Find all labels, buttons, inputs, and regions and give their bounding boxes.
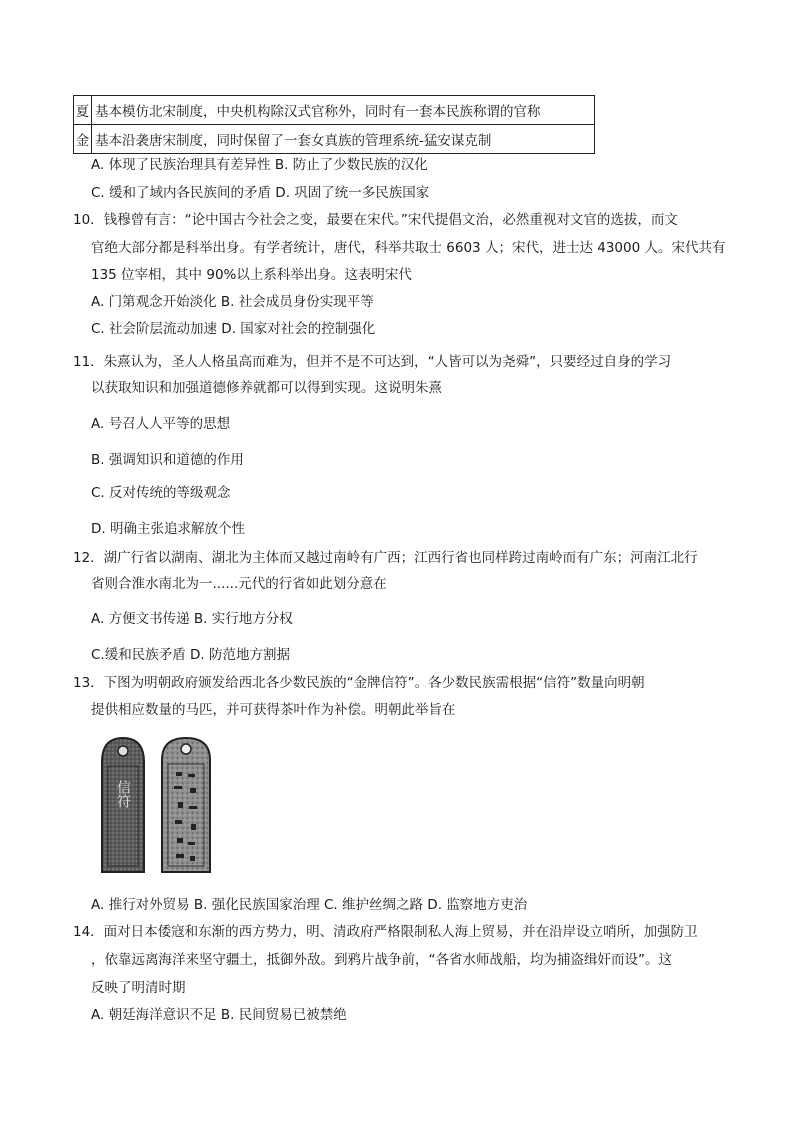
- q11-option-d: D. 明确主张追求解放个性: [91, 521, 245, 537]
- table-row: [74, 96, 595, 125]
- q12-options-ab: A. 方便文书传递 B. 实行地方分权: [91, 611, 293, 627]
- q11-stem-line: 以获取知识和加强道德修养就都可以得到实现。这说明朱熹: [91, 380, 442, 396]
- table-cell-dynasty: 夏: [74, 96, 92, 125]
- q12-options-cd: C.缓和民族矛盾 D. 防范地方割据: [91, 647, 290, 663]
- q14-stem-line: ，依靠远离海洋来坚守疆土，抵御外敌。到鸦片战争前，“各省水师战船，均为捕盗缉奸而设”。这: [91, 952, 672, 968]
- q12-stem-line: 省则合淮水南北为一......元代的行省如此划分意在: [91, 576, 387, 592]
- q11-stem-line: 11．朱熹认为，圣人人格虽高而难为，但并不是不可达到，“人皆可以为尧舜”，只要经过自身的学习: [73, 354, 672, 370]
- q13-stem-line: 提供相应数量的马匹，并可获得茶叶作为补偿。明朝此举旨在: [91, 702, 456, 718]
- plaque-inscription: 信符: [115, 780, 131, 808]
- q14-stem-line: 14．面对日本倭寇和东渐的西方势力，明、清政府严格限制私人海上贸易，并在沿岸设立哨所，加强防卫: [73, 924, 698, 940]
- q10-stem-line: 10．钱穆曾有言：“论中国古今社会之变，最要在宋代。”宋代提倡文治，必然重视对文官的选拔，而文: [73, 212, 678, 228]
- left-plaque: [102, 738, 144, 872]
- q12-stem-line: 12．湖广行省以湖南、湖北为主体而又越过南岭有广西；江西行省也同样跨过南岭而有广东；河南江北行: [73, 550, 698, 566]
- q13-options: A. 推行对外贸易 B. 强化民族国家治理 C. 维护丝绸之路 D. 监察地方吏治: [91, 897, 528, 913]
- q11-option-b: B. 强调知识和道德的作用: [91, 452, 244, 468]
- q10-stem-line: 135 位宰相，其中 90%以上系科举出身。这表明宋代: [91, 267, 412, 283]
- q13-stem-line: 13．下图为明朝政府颁发给西北各少数民族的“金牌信符”。各少数民族需根据“信符”数量向明朝: [73, 675, 645, 691]
- q10-stem-line: 官绝大部分都是科举出身。有学者统计，唐代，科举共取士 6603 人；宋代，进士达 43000 人。宋代共有: [91, 240, 726, 256]
- dynasty-table: [73, 95, 595, 154]
- table-row: [74, 125, 595, 154]
- gold-tally-plaques-image: [96, 736, 218, 874]
- table-cell-dynasty: 金: [74, 125, 92, 154]
- q10-options-ab: A. 门第观念开始淡化 B. 社会成员身份实现平等: [91, 294, 374, 310]
- q14-options-ab: A. 朝廷海洋意识不足 B. 民间贸易已被禁绝: [91, 1007, 347, 1023]
- q11-option-c: C. 反对传统的等级观念: [91, 485, 231, 501]
- q11-option-a: A. 号召人人平等的思想: [91, 416, 231, 432]
- q9-options-ab: A. 体现了民族治理具有差异性 B. 防止了少数民族的汉化: [91, 157, 428, 173]
- table-cell-description: 基本沿袭唐宋制度，同时保留了一套女真族的管理系统-猛安谋克制: [92, 125, 595, 154]
- right-plaque: [162, 738, 210, 872]
- table-cell-description: 基本模仿北宋制度，中央机构除汉式官称外，同时有一套本民族称谓的官称: [92, 96, 595, 125]
- q10-options-cd: C. 社会阶层流动加速 D. 国家对社会的控制强化: [91, 321, 376, 337]
- q9-options-cd: C. 缓和了域内各民族间的矛盾 D. 巩固了统一多民族国家: [91, 185, 430, 201]
- q14-stem-line: 反映了明清时期: [91, 980, 186, 996]
